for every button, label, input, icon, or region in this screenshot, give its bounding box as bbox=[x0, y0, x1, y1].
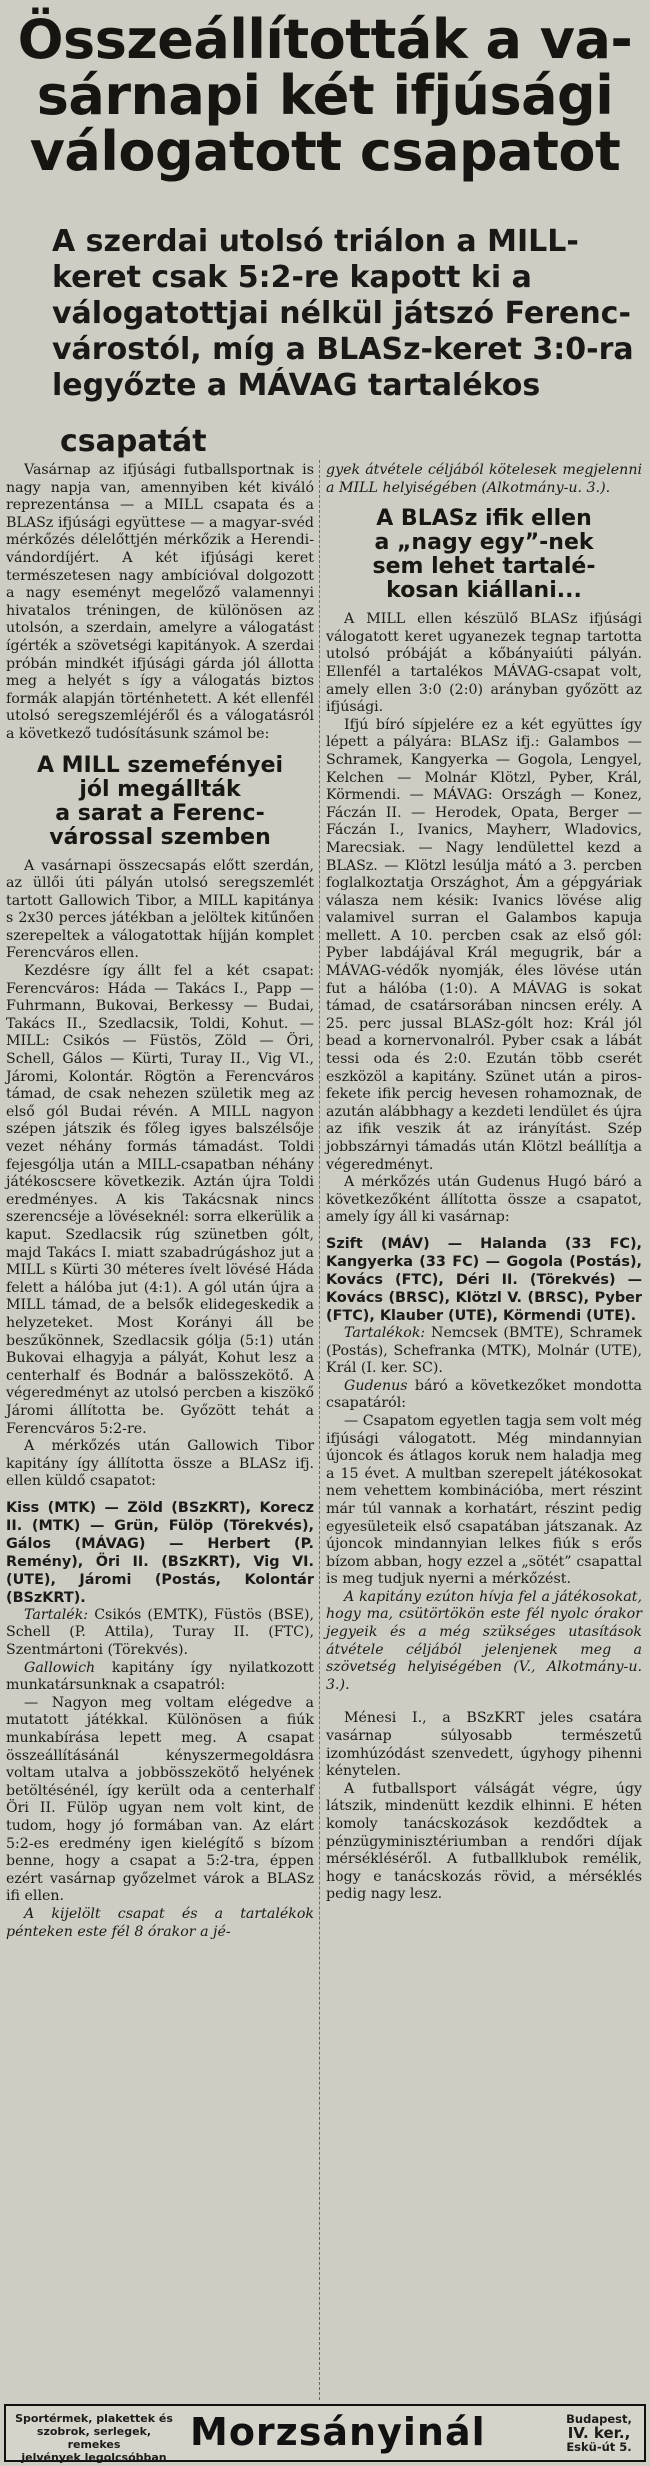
article-paragraph: A vasárnapi összecsapás előtt szerdán, az üllői úti pályán utolsó seregszemlét tartott Gallowich Tibor, a MILL kapitánya s 2x30 perces játékban a jelöltek kitűnően szerepeltek a válogatottak híjján komplet Ferencváros ellen. bbox=[6, 857, 314, 962]
article-paragraph: A mérkőzés után Gudenus Hugó báró a következőként állította össze a csapatot, amely így áll ki vasárnap: bbox=[326, 1174, 642, 1226]
subheadline bbox=[52, 224, 634, 404]
team-lineup: Szift (MÁV) — Halanda (33 FC), Kangyerka (33 FC) — Gogola (Postás), Kovács (FTC), Déri II. (Törekvés) — Kovács (BRSC), Klötzl V. (BRSC), Pyber (FTC), Klauber (UTE), Körmendi (UTE). bbox=[326, 1235, 642, 1324]
subheadline-line: A szerdai utolsó triálon a MILL- bbox=[52, 224, 579, 259]
team-lineup: Kiss (MTK) — Zöld (BSzKRT), Korecz II. (MTK) — Grün, Fülöp (Törekvés), Gálos (MÁVAG) — Herbert (P. Remény), Öri II. (BSzKRT), Vig VI. (UTE), Járomi (Postás, Kolontár (BSzKRT). bbox=[6, 1499, 314, 1606]
main-headline bbox=[0, 8, 650, 183]
reserves-paragraph: Tartalékok: Nemcsek (BMTE), Schramek (Postás), Schefranka (MTK), Molnár (UTE), Král (I. ker. SC). bbox=[326, 1324, 642, 1377]
article-paragraph: Ménesi I., a BSzKRT jeles csatára vasárnap súlyosabb természetű izomhúzódást szenvedett, úgyhogy pihenni kénytelen. bbox=[326, 1710, 642, 1780]
left-column bbox=[6, 462, 314, 1941]
article-paragraph: Gudenus báró a következőket mondotta csapatáról: bbox=[326, 1377, 642, 1412]
subheadline-line: válogatottjai nélkül játszó Ferenc- bbox=[52, 296, 631, 331]
ad-tagline: Sportérmek, plakettek és szobrok, serlegek, remekes jelvények legolcsóbban bbox=[15, 2412, 173, 2464]
section-heading-mill: A MILL szemefényei jól megállták a sarat a Ferenc- várossal szemben bbox=[36, 752, 284, 850]
article-paragraph: — Nagyon meg voltam elégedve a mutatott játékkal. Különösen a fiúk munkabírása lepett meg. A csapat összeállításánál kényszermegoldásra voltam utalva a jobbösszekötő helyének betöltésénél, így került oda a centerhalf Öri II. Fülöp ugyan nem volt kint, de tudom, hogy jó formában van. Az elárt 5:2-es eredmény igen kielégítő s bízom benne, hogy a csapat a 5:2-tra, éppen ezért vasárnap győzelmet várok a BLASz ifi ellen. bbox=[6, 1694, 314, 1905]
article-paragraph-italic: A kapitány ezúton hívja fel a játékosokat, hogy ma, csütörtökön este fél nyolc órakor jegyeik és a még szükséges utasítások átvétele céljából jelenjenek meg a szövetség helyiségében (V., Alkotmány-u. 3.). bbox=[326, 1588, 642, 1693]
subheadline-line: keret csak 5:2-re kapott ki a bbox=[52, 260, 532, 295]
advertisement-banner bbox=[4, 2404, 646, 2462]
article-paragraph-italic: A kijelölt csapat és a tartalékok pénteken este fél 8 órakor a jé- bbox=[6, 1905, 314, 1940]
article-paragraph-italic: gyek átvétele céljából kötelesek megjelenni a MILL helyiségében (Alkotmány-u. 3.). bbox=[326, 462, 642, 496]
subheadline-line: várostól, míg a BLASz-keret 3:0-ra bbox=[52, 332, 634, 367]
article-paragraph: Ifjú bíró sípjelére ez a két együttes így lépett a pályára: BLASz ifj.: Galambos — Schramek, Kangyerka — Gogola, Lengyel, Kelchen — Molnár Klötzl, Pyber, Král, Körmendi. — MÁVAG: Országh — Konez, Fáczán II. — Herodek, Opata, Berger — Fáczán I., Ivanics, Mayherr, Wladovics, Marecsiak. — Nagy lendülettel kezd a BLASz. — Klötzl lesúlja mátó a 3. percben foglalkoztatja Országhot, Ám a gépgyáriak válasza nem késik: Ivanics lövése alig valamivel surran el Galambos kapuja mellett. A 10. percben csak az első gól: Pyber labdájával Král megugrik, bár a MÁVAG-védők nyomják, éles lövése után fut a hálóba (1:0). A MÁVAG is sokat támad, de csatársorában nincsen erély. A 25. perc jussal BLASz-gólt hoz: Král jól bead a kornervonalról. Pyber csak a lábát tessi oda és 2:0. Ezután több cserét eszközöl a kapitány. Szünet után a piros-fekete ifik percig hevesen rohamoznak, de azután alábbhagy a kezdeti lendület és újra az ifik veszik át az irányítást. Szép jobbszárnyi támadás után Klötzl beállítja a végeredményt. bbox=[326, 716, 642, 1173]
article-paragraph: A futballsport válságát végre, úgy látszik, mindenütt kezdik elhinni. E héten komoly tanácskozások kezdődtek a pénzügyminisztériumban a rendőri díjak mérsékléséről. A futballklubok remélik, hogy e tanácskozás rövid, a mérséklés pedig nagy lesz. bbox=[326, 1780, 642, 1903]
article-paragraph: — Csapatom egyetlen tagja sem volt még ifjúsági válogatott. Még mindannyian újoncok és átlagos koruk nem haladja meg a 15 évet. A multban szerepelt játékosokat nem vehettem kombinációba, mert részint már túl vannak a korhatárt, részint pedig egyesületeik első csapatában játszanak. Az újoncok mindannyian lelkes fiúk s erős bízom abban, hogy ezzel a „sötét” csapattal is meg tudjuk nyerni a mérkőzést. bbox=[326, 1412, 642, 1588]
section-heading-blasz: A BLASz ifik ellen a „nagy egy”-nek sem lehet tartalé- kosan kiállani... bbox=[372, 506, 596, 604]
subheadline-last-line: csapatát bbox=[60, 424, 207, 459]
article-paragraph: A mérkőzés után Gallowich Tibor kapitány így állította össze a BLASz ifj. ellen küldő csapatot: bbox=[6, 1438, 314, 1490]
article-paragraph: Vasárnap az ifjúsági futballsportnak is nagy napja van, amennyiben két kiváló reprezentánsa — a MILL csapata és a BLASz ifjúsági együttese — a magyar-svéd mérkőzés délelőttjén mérkőzik a Herendi-vándordíjért. A két ifjúsági keret természetesen nagy ambícióval dolgozott a nagy eseményt megelőző valamennyi hivatalos tréningen, de különösen az utolsón, a szerdain, amelyre a válogatást ígérték a szövetségi kapitányok. A szerdai próbán mindkét ifjúsági gárda jól állotta meg a helyét s így a válogatás biztos formák alapján történhetett. A két ellenfél utolsó seregszemléjéről és a válogatásról a következő tudósításunk számol be: bbox=[6, 462, 314, 742]
headline-line: válogatott csapatot bbox=[29, 120, 621, 183]
article-paragraph: A MILL ellen készülő BLASz ifjúsági válogatott keret ugyanezek tegnap tartotta utolsó próbáját a kőbányaiúti pályán. Ellenfél a tartalékos MÁVAG-csapat volt, amely ellen 3:0 (2:0) arányban győzött az ifjúsági. bbox=[326, 611, 642, 716]
subheadline-line: legyőzte a MÁVAG tartalékos bbox=[52, 368, 541, 403]
ad-brand-name: Morzsányinál bbox=[190, 2410, 486, 2454]
ad-address: Budapest, IV. ker., Eskü-út 5. bbox=[566, 2412, 632, 2454]
headline-line: sárnapi két ifjúsági bbox=[36, 64, 614, 127]
article-paragraph: Kezdésre így állt fel a két csapat: Ferencváros: Háda — Takács I., Papp — Fuhrmann, Bukovai, Berkessy — Budai, Takács II., Szedlacsik, Toldi, Kohut. — MILL: Csikós — Füstös, Zöld — Öri, Schell, Gálos — Kürti, Turay II., Vig VI., Járomi, Kolontár. Rögtön a Ferencváros támad, de csak nehezen születik meg az első gól Budai révén. A MILL nagyon szépen játszik és főleg igyes balszélsője vezet néhány formás támadást. Toldi fejesgólja után a MILL-csapatban néhány játékoscsere következik. Aztán újra Toldi eredményes. A kis Takácsnak nincs szerencséje a lövéseknél: sorra elkerülik a kaput. Szedlacsik rúg szünetben gólt, majd Takács I. miatt szabadrúgáshoz jut a MILL s Kürti 30 méteres ívelt lövésé Háda felett a hálóba jut (4:1). A gól után újra a MILL támad, de a belsők elidegeskedik a helyzeteket. Most Korányi áll be beszűkönnek, Szedlacsik gólja (5:1) után Bukovai elhagyja a pályát, Kohut lesz a centerhalf és Bodnár a balösszekötő. A végeredményt az utolsó percben a kiszökő Járomi állította be. Győzött tehát a Ferencváros 5:2-re. bbox=[6, 963, 314, 1437]
headline-line: Összeállították a va- bbox=[17, 8, 633, 71]
reserves-paragraph: Tartalék: Csikós (EMTK), Füstös (BSE), Schell (P. Attila), Turay II. (FTC), Szentmártoni (Törekvés). bbox=[6, 1606, 314, 1659]
column-divider bbox=[319, 460, 321, 2400]
article-paragraph: Gallowich kapitány így nyilatkozott munkatársunknak a csapatról: bbox=[6, 1659, 314, 1694]
right-column bbox=[326, 462, 642, 1904]
